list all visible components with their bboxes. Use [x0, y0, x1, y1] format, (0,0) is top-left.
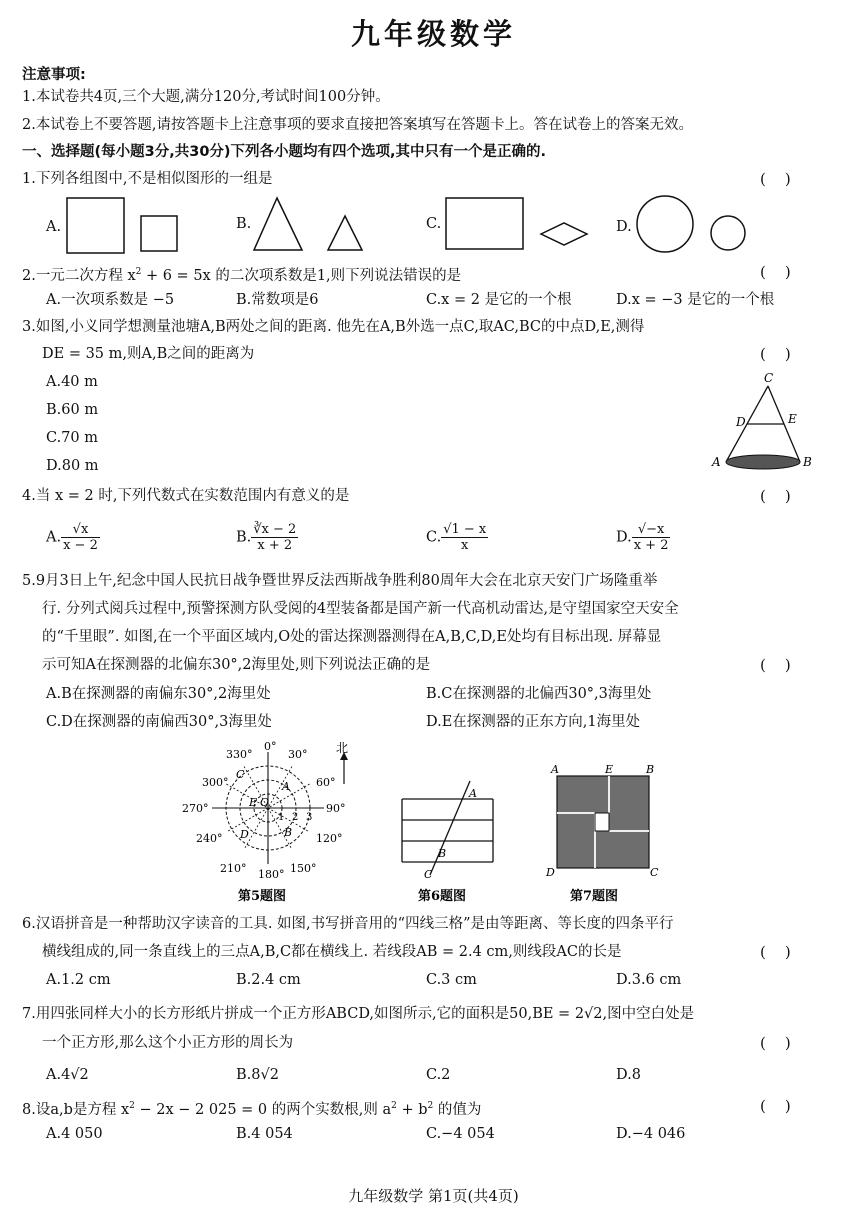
q4-option-a-label: A.: [46, 529, 62, 546]
fig5-angle-60: 60°: [316, 776, 336, 789]
q8-exponent-3: 2: [427, 1101, 434, 1111]
q1-option-c-label: C.: [426, 216, 442, 232]
page-title: 九年级数学: [350, 17, 516, 51]
q4-option-a: [46, 522, 100, 553]
q6-option-d: D.3.6 cm: [616, 972, 682, 988]
fig5-angle-120: 120°: [316, 832, 343, 845]
q3-label-a: A: [712, 455, 721, 469]
q8-exponent-2: 2: [391, 1101, 397, 1111]
q2-stem-pre: 2.一元二次方程 x: [22, 267, 136, 284]
q3-pond-figure: [700, 368, 820, 478]
q6-option-c: C.3 cm: [426, 972, 477, 988]
notice-heading: 注意事项:: [22, 67, 86, 83]
q4-option-b: [236, 522, 298, 553]
q2-option-b: B.常数项是6: [236, 292, 319, 308]
q1-large-square: [67, 198, 124, 253]
q6-answer-paren: ( ): [760, 943, 791, 961]
q8-option-a: A.4 050: [46, 1126, 103, 1142]
numerator: ∛x − 2: [253, 522, 297, 537]
q1-small-triangle: [328, 216, 362, 250]
q1-rectangle: [446, 198, 523, 249]
q8-exponent-1: 2: [129, 1101, 135, 1111]
q5-line-3: 的“千里眼”. 如图,在一个平面区域内,O处的雷达探测器测得在A,B,C,D,E处均有目标出现. 屏幕显: [42, 629, 662, 645]
fig5-angle-300: 300°: [202, 776, 229, 789]
fig5-ring-number-2: 2: [292, 812, 299, 823]
q1-small-square: [141, 216, 177, 251]
q7-option-a: A.4√2: [46, 1067, 89, 1083]
fig5-angle-90: 90°: [326, 802, 346, 815]
fig5-point-d: D: [240, 828, 249, 841]
fig7-point-a: A: [551, 763, 559, 776]
fig5-radar-figure: [180, 740, 370, 905]
denominator: x − 2: [63, 538, 98, 553]
fig6-point-a: A: [469, 787, 477, 800]
q1-answer-paren: ( ): [760, 170, 791, 188]
q1-option-d-label: D.: [616, 219, 632, 235]
q8-option-c: C.−4 054: [426, 1126, 495, 1142]
q8-stem-mid2: + b: [396, 1101, 428, 1118]
q4-option-a-fraction: [61, 522, 100, 553]
q7-option-d: D.8: [616, 1067, 641, 1083]
numerator: √−x: [632, 522, 671, 538]
fig5-ring-number-1: 1: [278, 812, 285, 823]
section-1-heading: 一、选择题(每小题3分,共30分)下列各小题均有四个选项,其中只有一个是正确的.: [22, 144, 547, 160]
q1-stem: 1.下列各组图中,不是相似图形的一组是: [22, 171, 273, 187]
q4-option-d-fraction: [632, 522, 671, 553]
fig5-caption: 第5题图: [238, 889, 287, 904]
fig5-point-a: A: [282, 780, 290, 793]
q1-figures: [0, 190, 867, 260]
q3-option-d: D.80 m: [46, 458, 99, 474]
q1-large-triangle: [254, 198, 302, 250]
q1-large-circle: [637, 196, 693, 252]
q5-line-4: 示可知A在探测器的北偏东30°,2海里处,则下列说法正确的是: [42, 657, 431, 673]
fig7-point-d: D: [546, 866, 555, 879]
q7-line-2: 一个正方形,那么这个小正方形的周长为: [42, 1035, 294, 1051]
page-footer: 九年级数学 第1页(共4页): [348, 1187, 519, 1205]
q7-option-c: C.2: [426, 1067, 451, 1083]
fig7-small-square: [595, 813, 609, 831]
q4-option-b-fraction: [251, 522, 298, 553]
q1-option-a-label: A.: [46, 219, 62, 235]
q3-option-b: B.60 m: [46, 402, 99, 418]
fig5-angle-180: 180°: [258, 868, 285, 881]
q2-answer-paren: ( ): [760, 263, 791, 281]
q5-option-a: A.B在探测器的南偏东30°,2海里处: [46, 686, 271, 702]
q4-option-c-label: C.: [426, 529, 442, 546]
fig5-north-label: 北: [336, 741, 349, 755]
denominator: x: [461, 538, 469, 553]
q3-pond: [726, 455, 800, 469]
fig5-angle-210: 210°: [220, 862, 247, 875]
fig5-angle-0: 0°: [264, 740, 277, 753]
q4-option-c: [426, 522, 488, 553]
q6-option-b: B.2.4 cm: [236, 972, 301, 988]
q7-option-b: B.8√2: [236, 1067, 279, 1083]
fig7-square-figure: [540, 760, 670, 905]
q4-stem: 4.当 x = 2 时,下列代数式在实数范围内有意义的是: [22, 488, 350, 504]
fig6-transversal: [430, 781, 470, 875]
fig5-angle-150: 150°: [290, 862, 317, 875]
fig7-point-c: C: [650, 866, 659, 879]
q5-line-1: 5.9月3日上午,纪念中国人民抗日战争暨世界反法西斯战争胜利80周年大会在北京天安门广场隆重举: [22, 573, 658, 589]
q3-label-d: D: [736, 415, 746, 429]
q6-line-2: 横线组成的,同一条直线上的三点A,B,C都在横线上. 若线段AB = 2.4 cm,则线段AC的长是: [42, 944, 622, 960]
q3-line-2: DE = 35 m,则A,B之间的距离为: [42, 346, 255, 362]
q1-option-b-label: B.: [236, 216, 252, 232]
q5-answer-paren: ( ): [760, 656, 791, 674]
fig5-angle-330: 330°: [226, 748, 253, 761]
q5-line-2: 行. 分列式阅兵过程中,预警探测方队受阅的4型装备都是国产新一代高机动雷达,是守望国家空天安全: [42, 601, 679, 617]
q3-answer-paren: ( ): [760, 345, 791, 363]
q8-option-d: D.−4 046: [616, 1126, 686, 1142]
fig5-point-c: C: [236, 768, 245, 781]
q3-line-1: 3.如图,小义同学想测量池塘A,B两处之间的距离. 他先在A,B外选一点C,取AC,BC的中点D,E,测得: [22, 319, 645, 335]
q8-stem-pre: 8.设a,b是方程 x: [22, 1101, 130, 1118]
fig5-angle-30: 30°: [288, 748, 308, 761]
denominator: x + 2: [257, 538, 293, 553]
q4-answer-paren: ( ): [760, 487, 791, 505]
fig6-point-b: B: [438, 847, 447, 860]
numerator: √1 − x: [443, 522, 487, 537]
fig5-point-o: O: [260, 796, 270, 809]
q5-option-b: B.C在探测器的北偏西30°,3海里处: [426, 686, 652, 702]
q4-option-b-label: B.: [236, 529, 252, 546]
q3-label-c: C: [764, 371, 774, 385]
q4-option-c-fraction: [441, 522, 488, 553]
fig7-point-e: E: [605, 763, 614, 776]
q2-option-a: A.一次项系数是 −5: [46, 292, 175, 308]
q6-option-a: A.1.2 cm: [46, 972, 111, 988]
notice-item-2: 2.本试卷上不要答题,请按答题卡上注意事项的要求直接把答案填写在答题卡上。答在试卷上的答案无效。: [22, 117, 693, 133]
fig6-caption: 第6题图: [418, 889, 467, 904]
fig6-point-c: C: [424, 868, 433, 881]
q8-option-b: B.4 054: [236, 1126, 293, 1142]
q8-stem-post: 的值为: [433, 1101, 482, 1118]
q8-stem-mid: − 2x − 2 025 = 0 的两个实数根,则 a: [134, 1101, 392, 1118]
q8-answer-paren: ( ): [760, 1097, 791, 1115]
q1-rhombus: [541, 223, 587, 245]
q8-stem: [22, 1097, 481, 1119]
fig5-ring-number-3: 3: [306, 812, 313, 823]
denominator: x + 2: [633, 538, 669, 553]
q2-option-c: C.x = 2 是它的一个根: [426, 292, 572, 308]
q3-option-a: A.40 m: [46, 374, 98, 390]
q5-option-d: D.E在探测器的正东方向,1海里处: [426, 714, 641, 730]
fig6-four-lines-figure: [390, 775, 510, 905]
q7-answer-paren: ( ): [760, 1034, 791, 1052]
q4-option-d-label: D.: [616, 529, 632, 546]
notice-item-1: 1.本试卷共4页,三个大题,满分120分,考试时间100分钟。: [22, 89, 390, 105]
q2-option-d: D.x = −3 是它的一个根: [616, 292, 775, 308]
fig7-caption: 第7题图: [570, 889, 619, 904]
fig5-point-e: E: [249, 796, 258, 809]
q2-stem: [22, 263, 461, 285]
fig5-point-b: B: [284, 826, 293, 839]
fig7-point-b: B: [646, 763, 655, 776]
q3-option-c: C.70 m: [46, 430, 98, 446]
fig5-angle-270: 270°: [182, 802, 209, 815]
q2-stem-post: + 6 = 5x 的二次项系数是1,则下列说法错误的是: [141, 267, 462, 284]
q3-label-e: E: [788, 412, 797, 426]
q2-exponent: 2: [135, 267, 142, 277]
q3-label-b: B: [803, 455, 812, 469]
q6-line-1: 6.汉语拼音是一种帮助汉字读音的工具. 如图,书写拼音用的“四线三格”是由等距离、等长度的四条平行: [22, 916, 674, 932]
q4-option-d: [616, 522, 670, 553]
fig5-angle-240: 240°: [196, 832, 223, 845]
q1-small-circle: [711, 216, 745, 250]
q5-option-c: C.D在探测器的南偏西30°,3海里处: [46, 714, 272, 730]
numerator: √x: [61, 522, 100, 538]
q7-line-1: 7.用四张同样大小的长方形纸片拼成一个正方形ABCD,如图所示,它的面积是50,BE = 2√2,图中空白处是: [22, 1006, 695, 1022]
fig5-radar-plot: [182, 740, 349, 881]
